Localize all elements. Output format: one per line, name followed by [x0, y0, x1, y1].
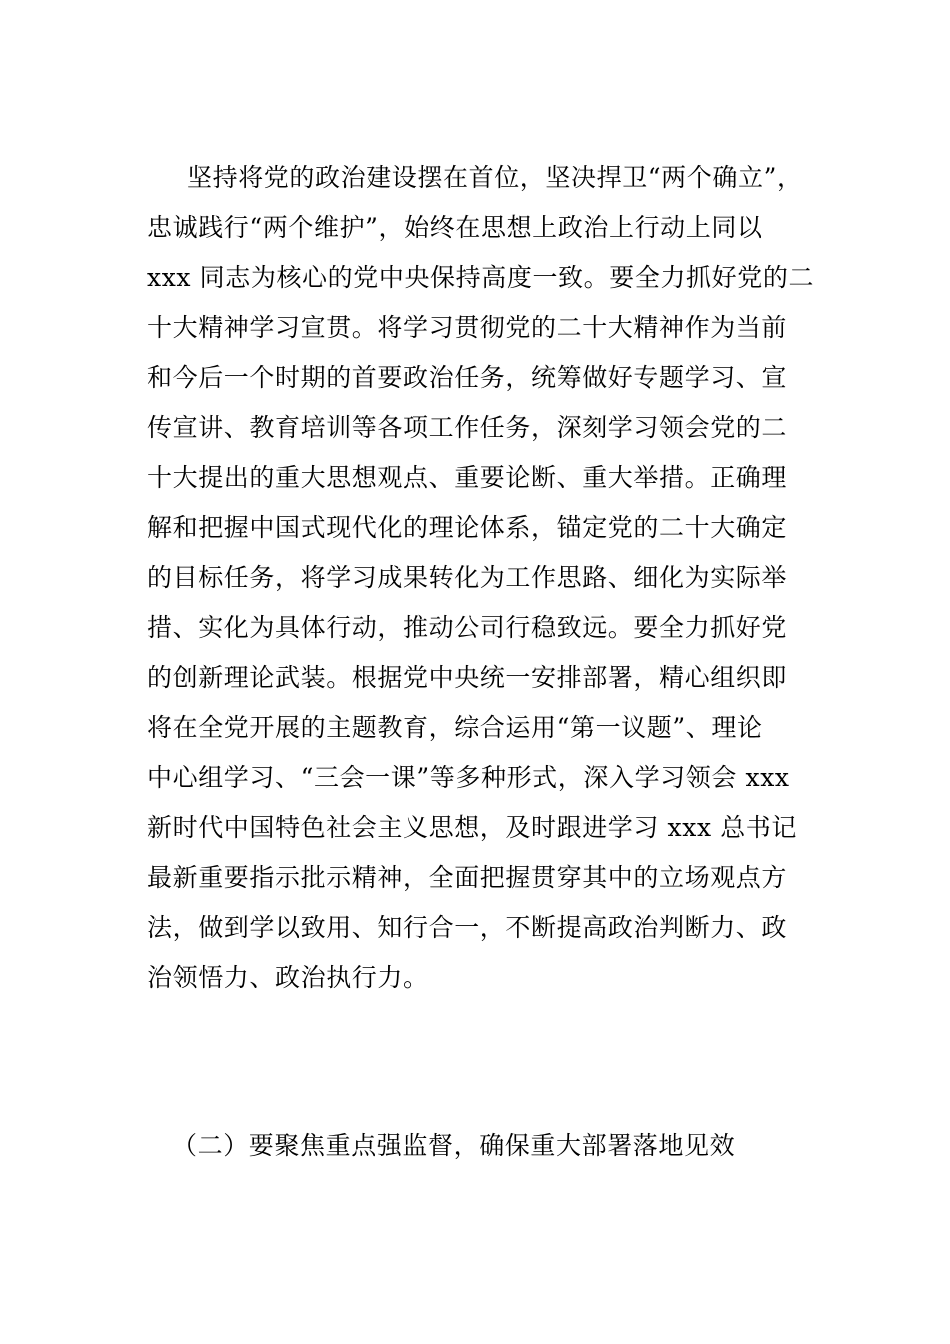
- paragraph-line: 解和把握中国式现代化的理论体系，锚定党的二十大确定: [147, 513, 788, 542]
- paragraph-line: 最新重要指示批示精神，全面把握贯穿其中的立场观点方: [147, 863, 788, 892]
- section-heading: （二）要聚焦重点强监督，确保重大部署落地见效: [172, 1131, 736, 1160]
- paragraph-line: 治领悟力、政治执行力。: [147, 963, 429, 992]
- paragraph-line: 将在全党开展的主题教育，综合运用“第一议题”、理论: [147, 713, 763, 742]
- paragraph-line: 忠诚践行“两个维护”，始终在思想上政治上行动上同以: [147, 213, 763, 242]
- paragraph-line: 坚持将党的政治建设摆在首位，坚决捍卫“两个确立”，: [187, 163, 803, 192]
- paragraph-line: 的目标任务，将学习成果转化为工作思路、细化为实际举: [147, 563, 788, 592]
- paragraph-line: 十大提出的重大思想观点、重要论断、重大举措。正确理: [147, 463, 788, 492]
- paragraph-line: 十大精神学习宣贯。将学习贯彻党的二十大精神作为当前: [147, 313, 788, 342]
- paragraph-line: 和今后一个时期的首要政治任务，统筹做好专题学习、宣: [147, 363, 788, 392]
- paragraph-line: 传宣讲、教育培训等各项工作任务，深刻学习领会党的二: [147, 413, 788, 442]
- body-paragraph: [147, 153, 815, 1003]
- paragraph-line: xxx 同志为核心的党中央保持高度一致。要全力抓好党的二: [147, 263, 815, 292]
- paragraph-line: 中心组学习、“三会一课”等多种形式，深入学习领会 xxx: [147, 763, 790, 792]
- paragraph-line: 措、实化为具体行动，推动公司行稳致远。要全力抓好党: [147, 613, 788, 642]
- paragraph-line: 的创新理论武装。根据党中央统一安排部署，精心组织即: [147, 663, 788, 692]
- paragraph-line: 法，做到学以致用、知行合一，不断提高政治判断力、政: [147, 913, 788, 942]
- paragraph-line: 新时代中国特色社会主义思想，及时跟进学习 xxx 总书记: [147, 813, 797, 842]
